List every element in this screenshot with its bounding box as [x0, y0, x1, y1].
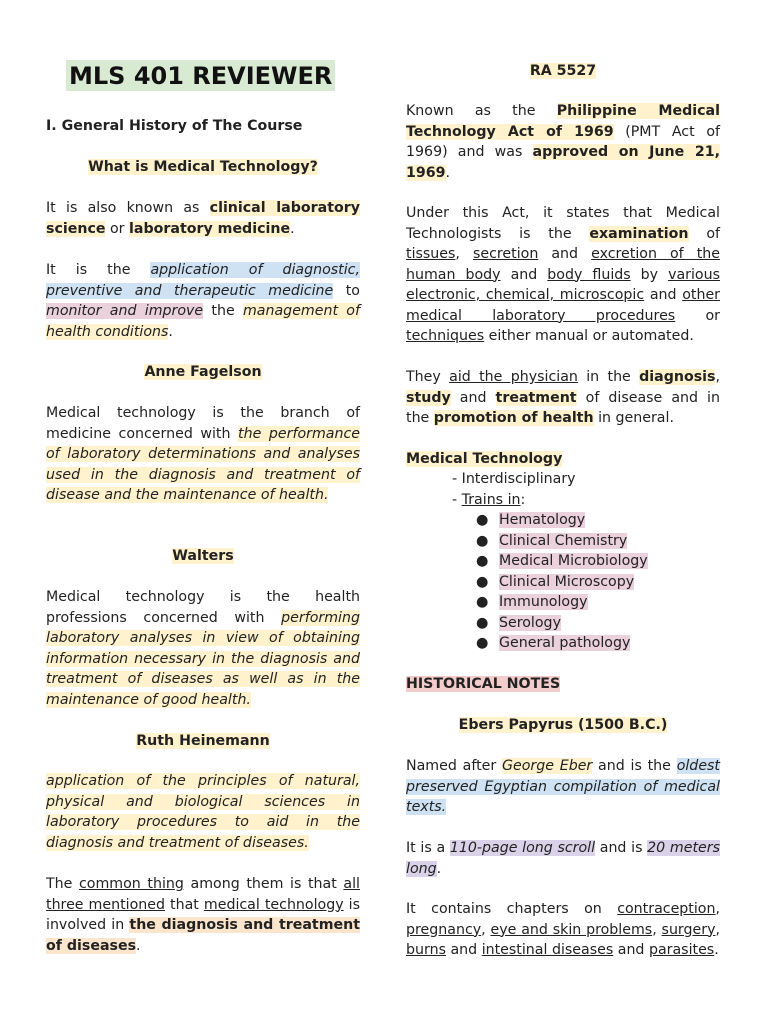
fagelson-heading: Anne Fagelson [144, 364, 262, 380]
heinemann-heading: Ruth Heinemann [136, 733, 270, 749]
heinemann-definition: application of the principles of natural, physical and biological sciences in laboratory procedures to aid in the diagnosis and treatment of diseases. [46, 773, 360, 851]
walters-heading: Walters [172, 548, 234, 564]
ebers-chapters-paragraph: It contains chapters on contraception, pregnancy, eye and skin problems, surgery, burns and intestinal diseases and parasites. [406, 901, 720, 958]
list-item: - Trains in: [452, 491, 526, 508]
bullet-icon: ● [476, 614, 489, 631]
list-item: - Interdisciplinary [452, 471, 576, 487]
ra-heading: RA 5527 [529, 63, 597, 79]
list-item: ● Serology [476, 613, 648, 634]
section-heading: I. General History of The Course [46, 118, 303, 134]
document-title: MLS 401 REVIEWER [66, 60, 335, 91]
bullet-icon: ● [476, 532, 489, 549]
application-paragraph: It is the application of diagnostic, preventive and therapeutic medicine to monitor and improve the management of health conditions. [46, 262, 360, 340]
pmt-act-paragraph: Known as the Philippine Medical Technology Act of 1969 (PMT Act of 1969) and was approved on June 21, 1969. [406, 103, 720, 181]
bullet-icon: ● [476, 573, 489, 590]
list-item: ● Clinical Microscopy [476, 572, 648, 593]
list-item: ● Hematology [476, 510, 648, 531]
ebers-scroll-paragraph: It is a 110-page long scroll and is 20 meters long. [406, 840, 720, 877]
common-thing-paragraph: The common thing among them is that all three mentioned that medical technology is involved in the diagnosis and treatment of diseases. [46, 876, 360, 954]
medtech-attributes [452, 469, 576, 510]
list-item: ● Medical Microbiology [476, 551, 648, 572]
question-heading: What is Medical Technology? [88, 159, 318, 175]
list-item: ● Clinical Chemistry [476, 531, 648, 552]
historical-notes-heading: HISTORICAL NOTES [406, 676, 561, 692]
walters-definition: Medical technology is the health professions concerned with performing laboratory analyses in view of obtaining information necessary in the diagnosis and treatment of diseases as well as in the maintenance of good health. [46, 589, 360, 708]
under-act-paragraph: Under this Act, it states that Medical Technologists is the examination of tissues, secretion and excretion of the human body and body fluids by various electronic, chemical, microscopic and other medical laboratory procedures or techniques either manual or automated. [406, 205, 721, 344]
ebers-heading: Ebers Papyrus (1500 B.C.) [458, 717, 668, 733]
bullet-icon: ● [476, 512, 489, 528]
fagelson-definition: Medical technology is the branch of medicine concerned with the performance of laboratory determinations and analyses used in the diagnosis and treatment of disease and the maintenance of health. [46, 405, 360, 503]
list-item: ● Immunology [476, 592, 648, 613]
trains-in-list [476, 510, 648, 654]
medtech-heading: Medical Technology [406, 451, 563, 467]
bullet-icon: ● [476, 594, 489, 610]
bullet-icon: ● [476, 553, 489, 569]
list-item: ● General pathology [476, 633, 648, 654]
bullet-icon: ● [476, 635, 489, 651]
ebers-named-paragraph: Named after George Eber and is the oldest preserved Egyptian compilation of medical texts. [406, 758, 720, 815]
aka-paragraph: It is also known as clinical laboratory science or laboratory medicine. [46, 200, 360, 237]
aid-physician-paragraph: They aid the physician in the diagnosis, study and treatment of disease and in the promotion of health in general. [406, 369, 720, 426]
